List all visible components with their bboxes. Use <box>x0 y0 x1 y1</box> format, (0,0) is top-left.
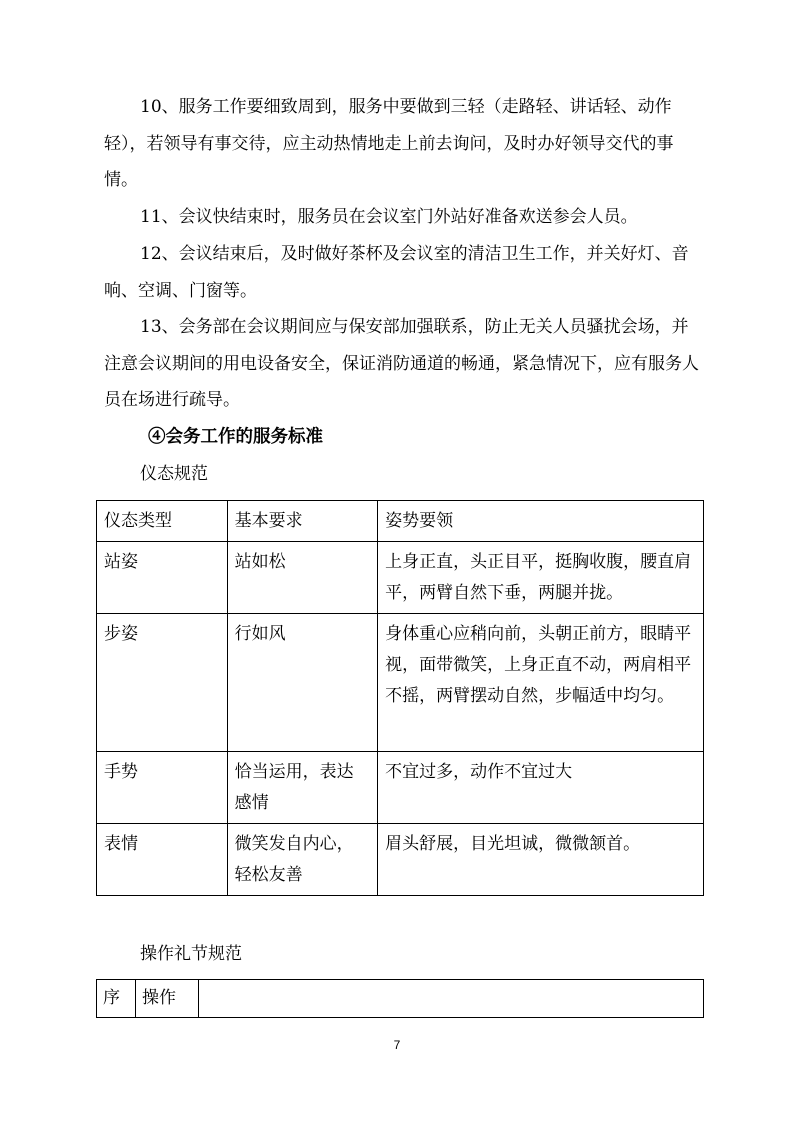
table-cell: 微笑发自内心，轻松友善 <box>227 824 378 896</box>
etiquette-table-label: 操作礼节规范 <box>140 944 242 964</box>
header-cell-type: 仪态类型 <box>97 501 228 542</box>
section-heading: ④会务工作的服务标准 <box>148 427 323 447</box>
header-cell-essentials: 姿势要领 <box>378 501 704 542</box>
paragraph-10: 10、服务工作要细致周到，服务中要做到三轻（走路轻、讲话轻、动作轻），若领导有事交待，应主动热情地走上前去询问，及时办好领导交代的事情。 <box>104 97 674 190</box>
table-row <box>97 614 704 752</box>
table-cell: 站如松 <box>227 542 378 614</box>
table-header-row <box>97 980 704 1018</box>
table-cell: 上身正直，头正目平，挺胸收腹，腰直肩平，两臂自然下垂，两腿并拢。 <box>378 542 704 614</box>
table-cell: 恰当运用，表达感情 <box>227 752 378 824</box>
posture-table-label: 仪态规范 <box>140 464 208 484</box>
table-row <box>97 542 704 614</box>
table-cell: 站姿 <box>97 542 228 614</box>
etiquette-table <box>96 979 704 1018</box>
table-row <box>97 824 704 896</box>
header-cell-operation: 操作 <box>136 980 199 1018</box>
header-cell-number: 序 <box>97 980 136 1018</box>
table-cell: 眉头舒展，目光坦诚，微微颔首。 <box>378 824 704 896</box>
paragraph-11: 11、会议快结束时，服务员在会议室门外站好准备欢送参会人员。 <box>140 207 638 227</box>
header-cell-empty <box>199 980 704 1018</box>
paragraph-12: 12、会议结束后，及时做好茶杯及会议室的清洁卫生工作，并关好灯、音响、空调、门窗等。 <box>104 244 689 301</box>
table-cell: 手势 <box>97 752 228 824</box>
posture-table <box>96 500 704 896</box>
table-cell: 不宜过多，动作不宜过大 <box>378 752 704 824</box>
table-row <box>97 752 704 824</box>
paragraph-13: 13、会务部在会议期间应与保安部加强联系，防止无关人员骚扰会场，并注意会议期间的用电设备安全，保证消防通道的畅通，紧急情况下，应有服务人员在场进行疏导。 <box>104 317 699 410</box>
table-cell: 行如风 <box>227 614 378 752</box>
page-number: 7 <box>393 1038 401 1052</box>
table-header-row <box>97 501 704 542</box>
header-cell-requirement: 基本要求 <box>227 501 378 542</box>
table-cell: 步姿 <box>97 614 228 752</box>
table-cell: 表情 <box>97 824 228 896</box>
table-cell: 身体重心应稍向前，头朝正前方，眼睛平视，面带微笑，上身正直不动，两肩相平不摇，两臂摆动自然，步幅适中均匀。 <box>378 614 704 752</box>
